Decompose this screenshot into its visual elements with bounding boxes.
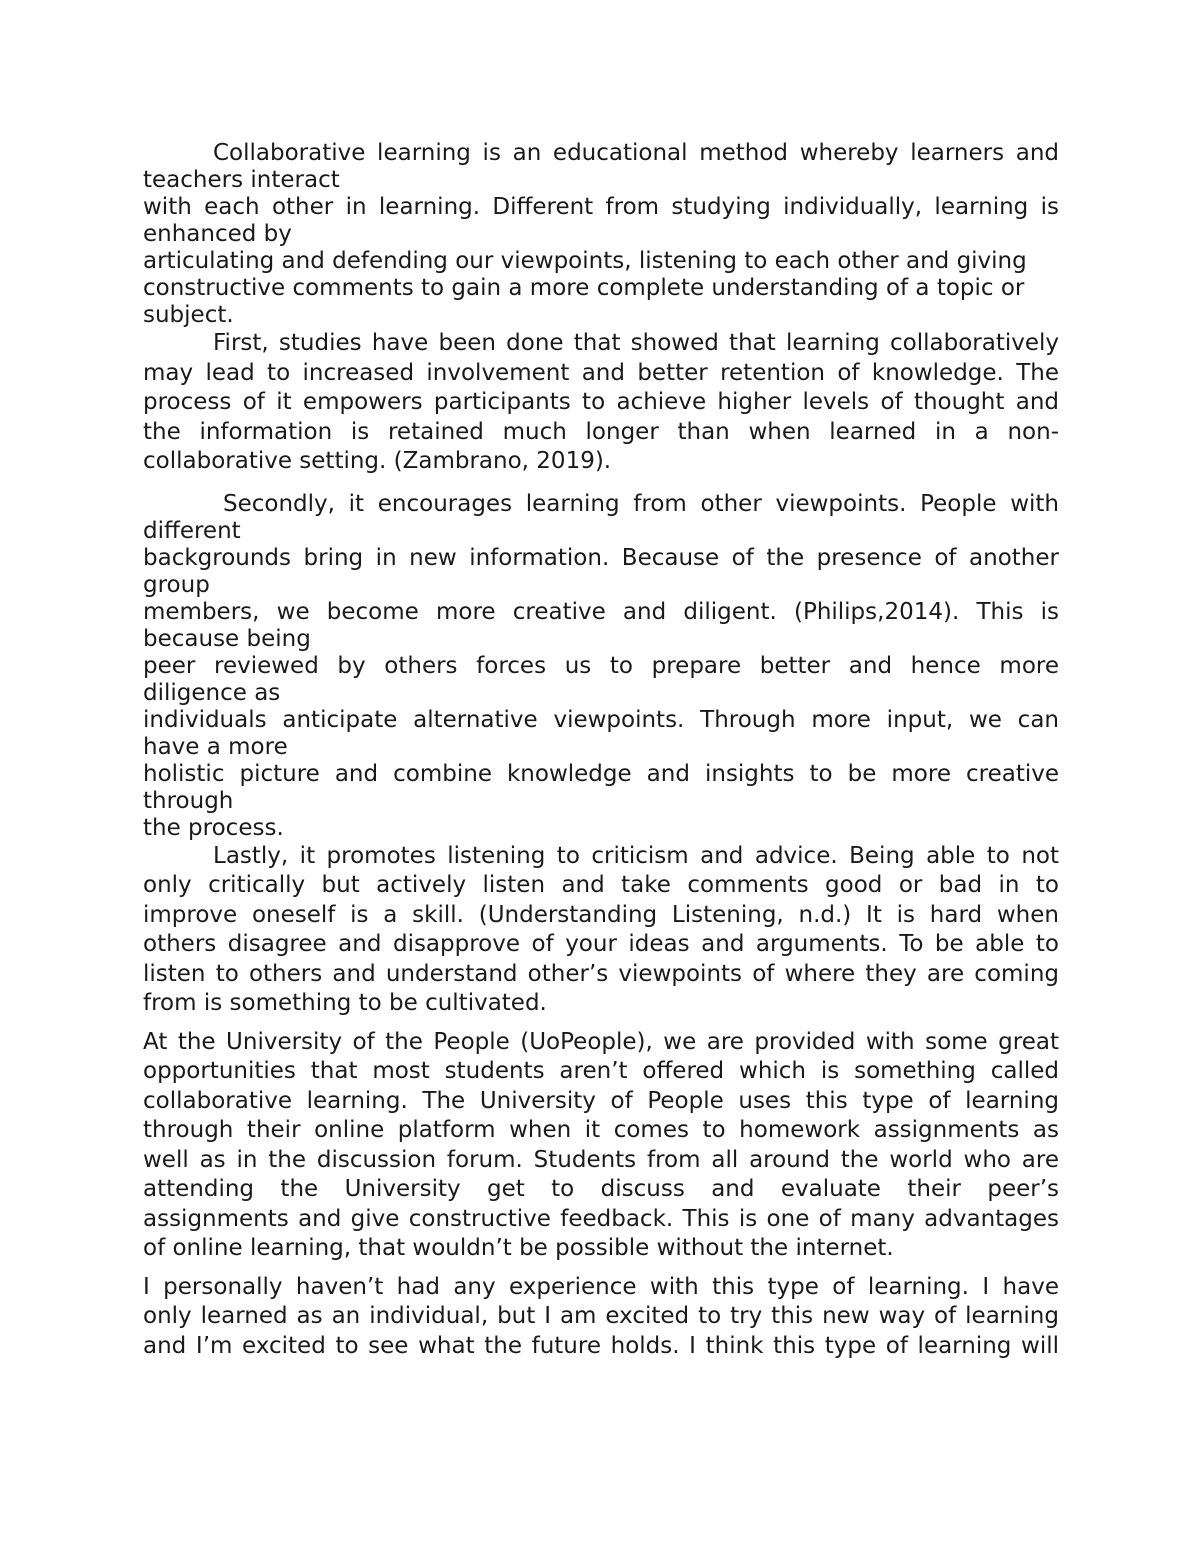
text-line: have a more — [143, 733, 288, 760]
paragraph-spacer — [143, 1264, 1059, 1273]
text-line: collaborative learning. The University of People uses this type of learning — [143, 1087, 1059, 1114]
text-line: through their online platform when it comes to homework assignments as — [143, 1117, 1059, 1143]
text-line: constructive comments to gain a more complete understanding of a topic or — [143, 275, 1025, 301]
text-line: only learned as an individual, but I am excited to try this new way of learning — [143, 1303, 1059, 1329]
text-line: may lead to increased involvement and better retention of knowledge. The — [143, 359, 1059, 386]
text-line: through — [143, 787, 234, 814]
text-line: improve oneself is a skill. (Understanding Listening, n.d.) It is hard when — [143, 901, 1059, 928]
text-line: members, we become more creative and diligent. (Philips,2014). This is — [143, 598, 1059, 625]
paragraph-first-point — [143, 329, 1059, 477]
text-line: holistic picture and combine knowledge and insights to be more creative — [143, 760, 1059, 787]
text-line: subject. — [143, 302, 234, 328]
text-line: At the University of the People (UoPeople), we are provided with some great — [143, 1028, 1059, 1055]
paragraph-personal — [143, 1273, 1059, 1362]
text-line: of online learning, that wouldn’t be possible without the internet. — [143, 1235, 894, 1261]
text-line: enhanced by — [143, 221, 292, 247]
document-body — [143, 140, 1059, 1361]
text-line: backgrounds bring in new information. Because of the presence of another — [143, 544, 1059, 571]
text-line: Lastly, it promotes listening to criticism and advice. Being able to not — [213, 842, 1059, 869]
text-line: First, studies have been done that showed that learning collaboratively — [213, 330, 1059, 356]
text-line: the process. — [143, 814, 284, 841]
text-line: others disagree and disapprove of your ideas and arguments. To be able to — [143, 931, 1059, 957]
paragraph-spacer — [143, 477, 1059, 491]
paragraph-spacer — [143, 1019, 1059, 1028]
text-line: only critically but actively listen and take comments good or bad in to — [143, 872, 1059, 898]
paragraph-third-point — [143, 842, 1059, 1019]
text-line: because being — [143, 625, 311, 652]
text-line: attending the University get to discuss and evaluate their peer’s — [143, 1176, 1059, 1202]
text-line: different — [143, 517, 241, 544]
text-line: articulating and defending our viewpoints, listening to each other and giving — [143, 248, 1027, 274]
text-line: individuals anticipate alternative viewpoints. Through more input, we can — [143, 706, 1059, 733]
text-line: peer reviewed by others forces us to prepare better and hence more — [143, 652, 1059, 679]
text-line: listen to others and understand other’s viewpoints of where they are coming — [143, 960, 1059, 987]
text-line: diligence as — [143, 679, 281, 706]
text-line: with each other in learning. Different from studying individually, learning is — [143, 194, 1059, 220]
text-line: well as in the discussion forum. Students from all around the world who are — [143, 1146, 1059, 1173]
text-line: collaborative setting. (Zambrano, 2019). — [143, 448, 612, 474]
text-line: group — [143, 571, 210, 598]
paragraph-second-point — [143, 491, 1059, 842]
text-line: process of it empowers participants to achieve higher levels of thought and — [143, 389, 1059, 415]
text-line: the information is retained much longer than when learned in a non- — [143, 418, 1059, 445]
text-line: assignments and give constructive feedback. This is one of many advantages — [143, 1205, 1059, 1232]
text-line: teachers interact — [143, 167, 340, 193]
paragraph-intro — [143, 140, 1059, 329]
paragraph-uopeople — [143, 1028, 1059, 1264]
text-line: I personally haven’t had any experience with this type of learning. I have — [143, 1273, 1059, 1300]
text-line: from is something to be cultivated. — [143, 990, 547, 1016]
text-line: Collaborative learning is an educational method whereby learners and — [213, 140, 1059, 166]
text-line: and I’m excited to see what the future holds. I think this type of learning will — [143, 1332, 1059, 1359]
text-line: Secondly, it encourages learning from other viewpoints. People with — [223, 490, 1059, 517]
text-line: opportunities that most students aren’t offered which is something called — [143, 1058, 1059, 1084]
